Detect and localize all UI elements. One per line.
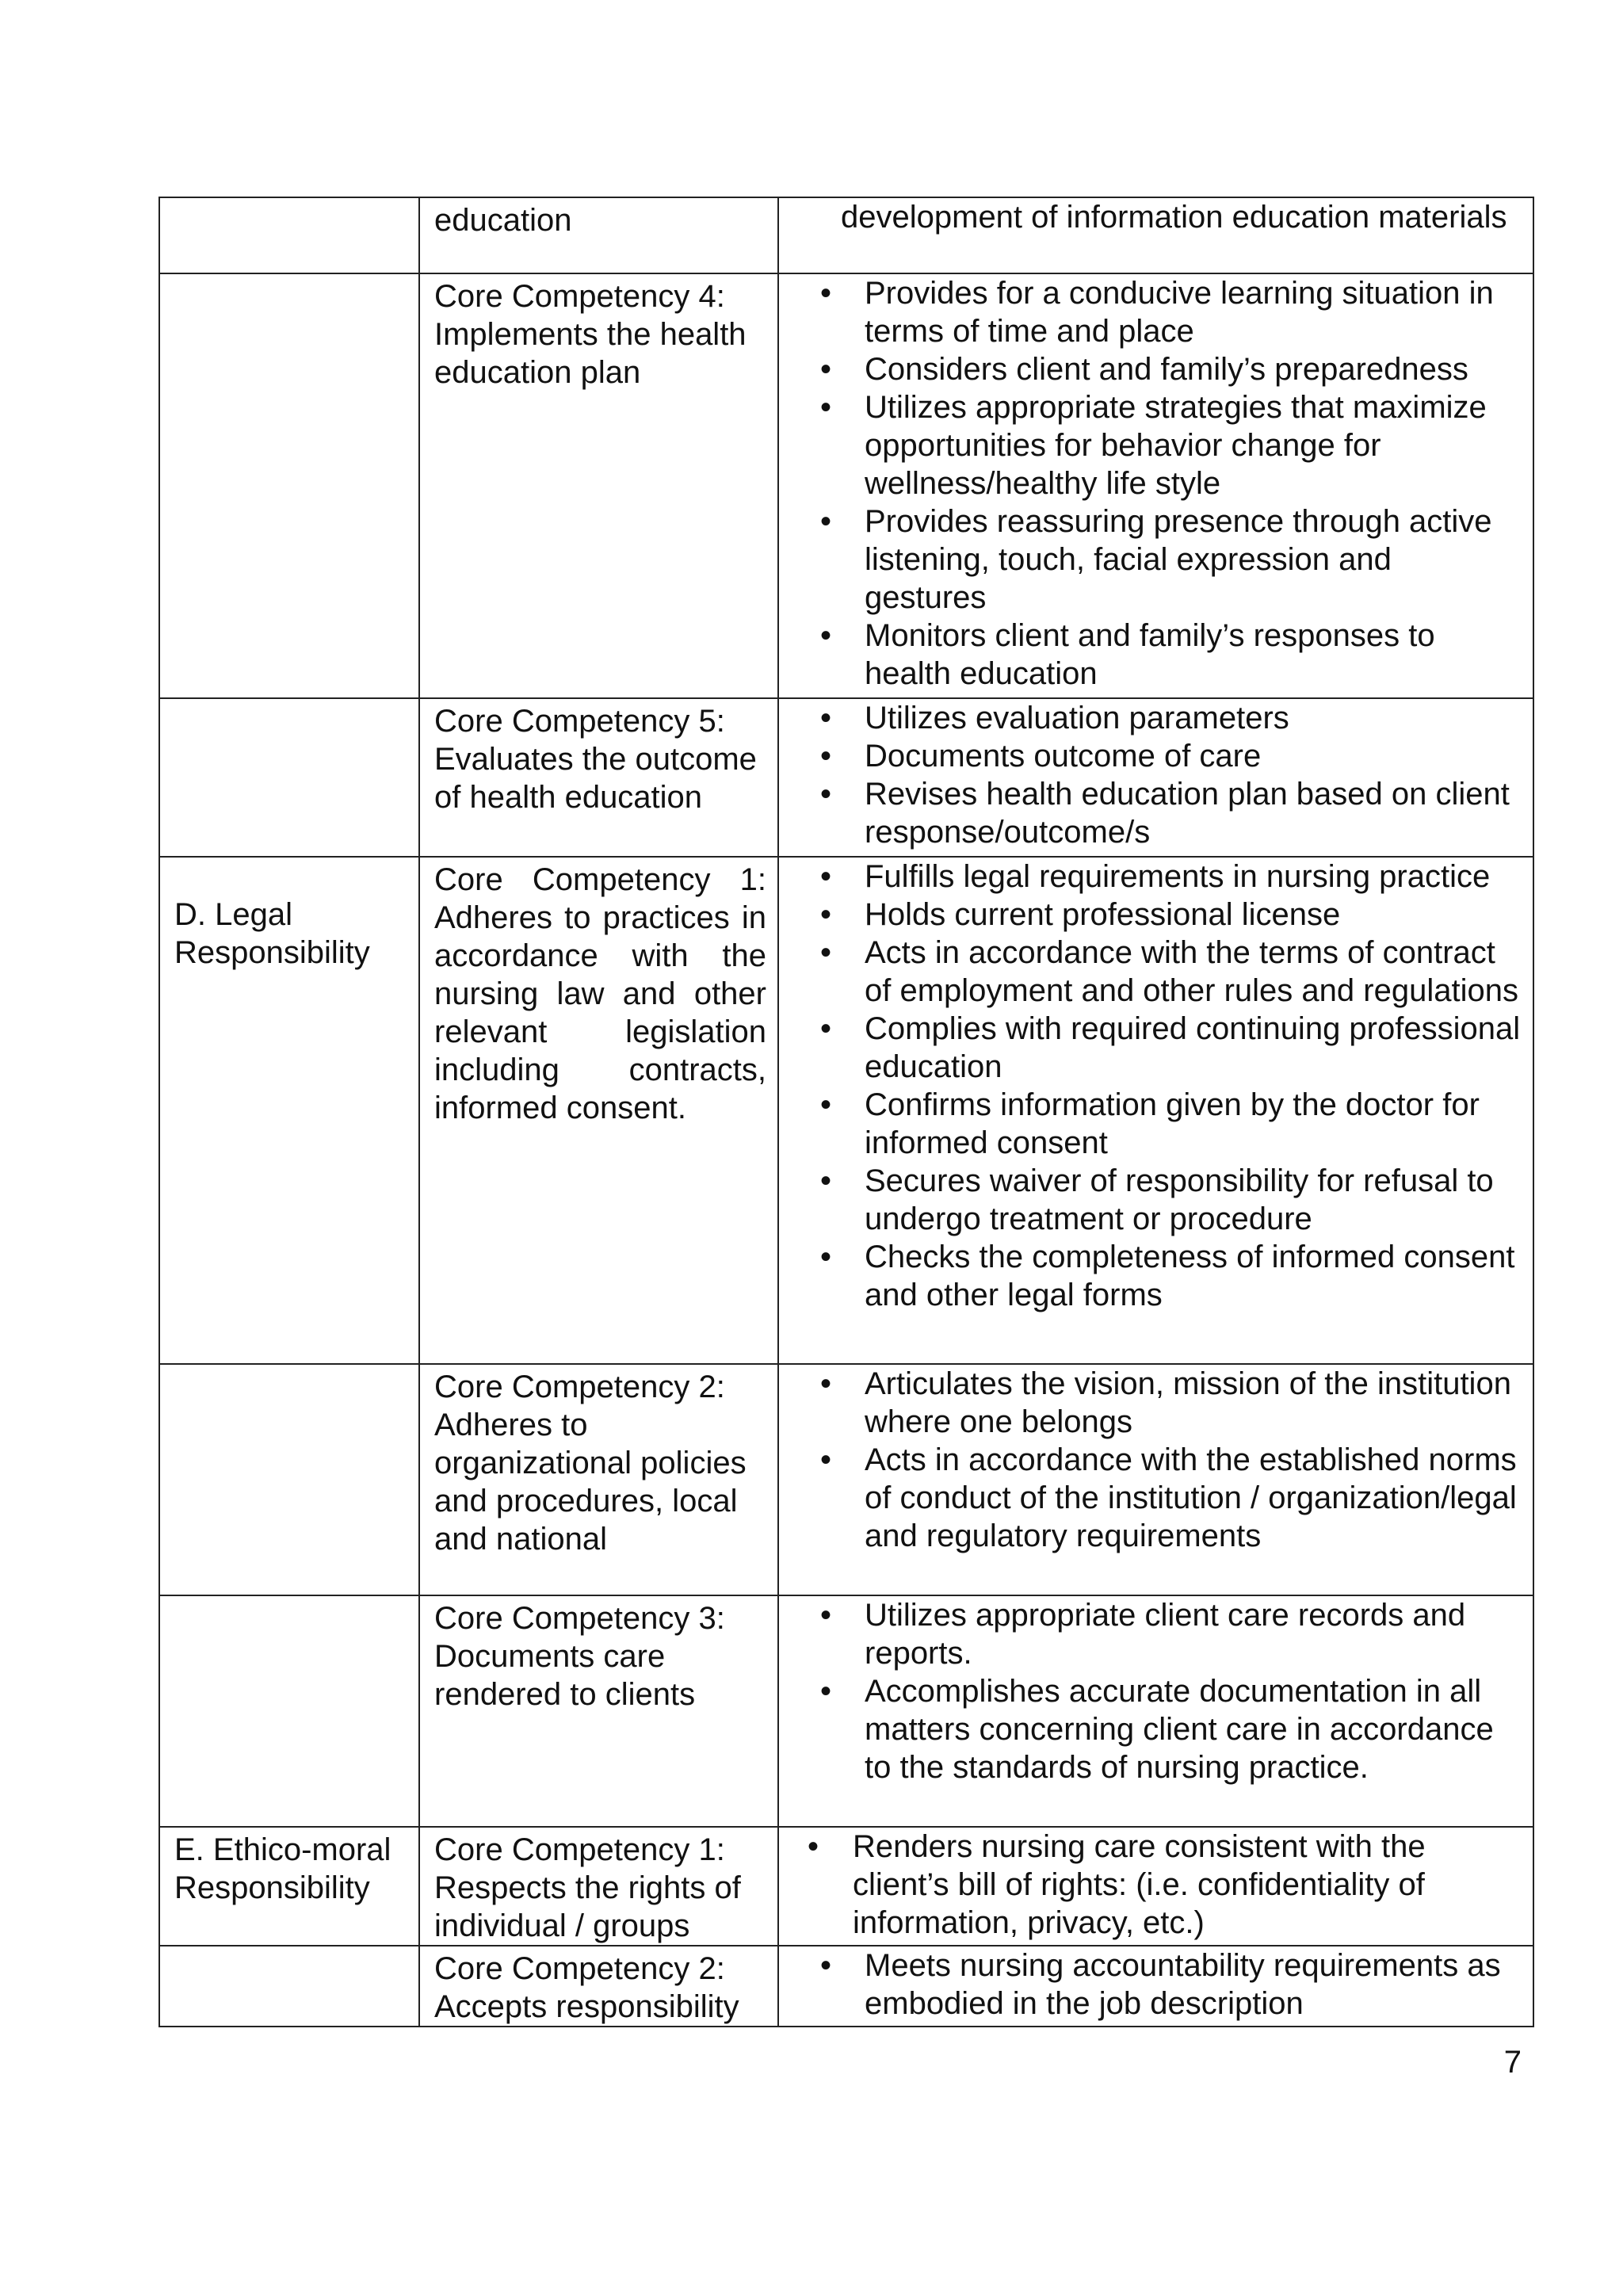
indicator-list — [779, 274, 1533, 693]
indicator-text: Complies with required continuing professional education — [865, 1011, 1521, 1084]
bullet-icon: • — [819, 777, 831, 812]
bullet-icon: • — [819, 935, 831, 970]
list-item — [779, 737, 1522, 775]
competency-cell — [419, 1827, 778, 1946]
area-label — [160, 198, 418, 201]
competency-cell — [419, 1364, 778, 1595]
indicator-text: Considers client and family’s preparedness — [865, 352, 1468, 387]
indicators-cell — [778, 1595, 1533, 1827]
competency-cell — [419, 197, 778, 273]
indicator-list — [779, 1828, 1533, 1942]
page-number: 7 — [1503, 2045, 1522, 2080]
indicator-text: Fulfills legal requirements in nursing practice — [865, 859, 1491, 894]
indicators-cell — [778, 698, 1533, 857]
indicators-cell — [778, 197, 1533, 273]
bullet-icon: • — [819, 701, 831, 735]
indicator-text: Articulates the vision, mission of the institution where one belongs — [865, 1366, 1511, 1439]
indicator-text: Utilizes evaluation parameters — [865, 701, 1289, 735]
table-row — [159, 1946, 1533, 2027]
area-cell — [159, 1946, 419, 2027]
list-item — [779, 699, 1522, 737]
bullet-icon: • — [819, 897, 831, 932]
bullet-icon: • — [819, 1674, 831, 1709]
indicator-text: Provides reassuring presence through active listening, touch, facial expression and gestures — [865, 504, 1492, 615]
bullet-icon: • — [819, 390, 831, 425]
indicator-list — [779, 699, 1533, 851]
indicators-cell — [778, 273, 1533, 698]
area-label: D. Legal Responsibility — [174, 897, 370, 970]
list-item — [779, 1365, 1522, 1441]
bullet-icon: • — [819, 352, 831, 387]
indicator-text: Utilizes appropriate strategies that maximize opportunities for behavior change for wellness/healthy life style — [865, 390, 1487, 501]
list-item — [779, 274, 1522, 350]
area-label: E. Ethico-moral Responsibility — [174, 1832, 391, 1905]
indicator-text: Acts in accordance with the terms of contract of employment and other rules and regulations — [865, 935, 1518, 1008]
indicator-text: Accomplishes accurate documentation in all matters concerning client care in accordance to the standards of nursing practice. — [865, 1674, 1494, 1785]
competency-label: Core Competency 2: Accepts responsibility — [434, 1951, 739, 2024]
list-item — [779, 502, 1522, 617]
indicator-list — [779, 1365, 1533, 1555]
area-label — [160, 1596, 418, 1599]
area-cell — [159, 197, 419, 273]
indicators-cell — [778, 857, 1533, 1364]
bullet-icon: • — [819, 1240, 831, 1274]
competency-label: Core Competency 4: Implements the health education plan — [434, 279, 747, 390]
list-item — [779, 388, 1522, 502]
bullet-icon: • — [819, 1011, 831, 1046]
competency-cell — [419, 273, 778, 698]
list-item — [779, 934, 1522, 1010]
list-item — [779, 775, 1522, 851]
indicator-text: Holds current professional license — [865, 897, 1341, 932]
competency-label: Core Competency 1: Respects the rights of individual / groups — [434, 1832, 741, 1943]
area-cell — [159, 1827, 419, 1946]
area-label — [160, 699, 418, 702]
indicator-text: Revises health education plan based on client response/outcome/s — [865, 777, 1510, 850]
list-item — [779, 1672, 1522, 1786]
table-row — [159, 698, 1533, 857]
list-item — [779, 1946, 1522, 2023]
list-item — [779, 617, 1522, 693]
table-row — [159, 857, 1533, 1364]
table-row — [159, 1595, 1533, 1827]
indicator-text: Provides for a conducive learning situation in terms of time and place — [865, 276, 1494, 349]
area-cell — [159, 698, 419, 857]
indicator-text: Meets nursing accountability requirements as embodied in the job description — [865, 1948, 1501, 2021]
competency-table — [158, 197, 1534, 2027]
area-cell — [159, 1364, 419, 1595]
table-row — [159, 273, 1533, 698]
indicator-text: development of information education materials — [841, 200, 1507, 235]
indicator-list — [779, 858, 1533, 1314]
bullet-icon: • — [819, 859, 831, 894]
indicator-text: Confirms information given by the doctor for informed consent — [865, 1087, 1480, 1160]
area-cell — [159, 857, 419, 1364]
list-item — [779, 1596, 1522, 1672]
area-cell — [159, 273, 419, 698]
bullet-icon: • — [819, 739, 831, 774]
list-item — [779, 1441, 1522, 1555]
competency-label: Core Competency 3: Documents care rendered to clients — [434, 1601, 725, 1712]
competency-cell — [419, 1595, 778, 1827]
competency-label: education — [434, 203, 572, 238]
competency-cell — [419, 857, 778, 1364]
list-item — [779, 1162, 1522, 1238]
competency-label: Core Competency 2: Adheres to organizational policies and procedures, local and national — [434, 1370, 747, 1557]
table-row — [159, 197, 1533, 273]
bullet-icon: • — [819, 1087, 831, 1122]
indicator-text: Acts in accordance with the established norms of conduct of the institution / organization/legal and regulatory requirements — [865, 1442, 1517, 1553]
indicator-list — [779, 1596, 1533, 1786]
indicator-text: Documents outcome of care — [865, 739, 1262, 774]
bullet-icon: • — [819, 1598, 831, 1633]
bullet-icon: • — [819, 1163, 831, 1198]
competency-label: Core Competency 1: Adheres to practices in accordance with the nursing law and other relevant legislation including contracts, informed consent. — [434, 862, 766, 1125]
indicator-text: Renders nursing care consistent with the client’s bill of rights: (i.e. confidentiality of information, privacy, etc.) — [853, 1829, 1426, 1940]
area-cell — [159, 1595, 419, 1827]
bullet-icon: • — [819, 1366, 831, 1401]
bullet-icon: • — [807, 1829, 819, 1864]
table-row — [159, 1827, 1533, 1946]
competency-cell — [419, 1946, 778, 2027]
bullet-icon: • — [819, 1442, 831, 1477]
bullet-icon: • — [819, 618, 831, 653]
area-label — [160, 1946, 418, 1950]
list-item — [779, 1086, 1522, 1162]
area-label — [160, 274, 418, 277]
list-item — [779, 858, 1522, 896]
bullet-icon: • — [819, 504, 831, 539]
list-item — [779, 350, 1522, 388]
competency-label: Core Competency 5: Evaluates the outcome of health education — [434, 704, 757, 815]
competency-cell — [419, 698, 778, 857]
indicators-cell — [778, 1364, 1533, 1595]
bullet-icon: • — [819, 276, 831, 311]
area-label — [160, 1365, 418, 1368]
bullet-icon: • — [819, 1948, 831, 1983]
indicator-text: Monitors client and family’s responses to health education — [865, 618, 1435, 691]
indicator-text: Utilizes appropriate client care records and reports. — [865, 1598, 1466, 1671]
list-item — [779, 1238, 1522, 1314]
indicator-list — [779, 1946, 1533, 2023]
indicator-text: Secures waiver of responsibility for refusal to undergo treatment or procedure — [865, 1163, 1494, 1236]
list-item — [779, 1010, 1522, 1086]
list-item — [779, 896, 1522, 934]
indicators-cell — [778, 1946, 1533, 2027]
table-row — [159, 1364, 1533, 1595]
list-item — [779, 1828, 1522, 1942]
indicator-text: Checks the completeness of informed consent and other legal forms — [865, 1240, 1515, 1312]
indicators-cell — [778, 1827, 1533, 1946]
